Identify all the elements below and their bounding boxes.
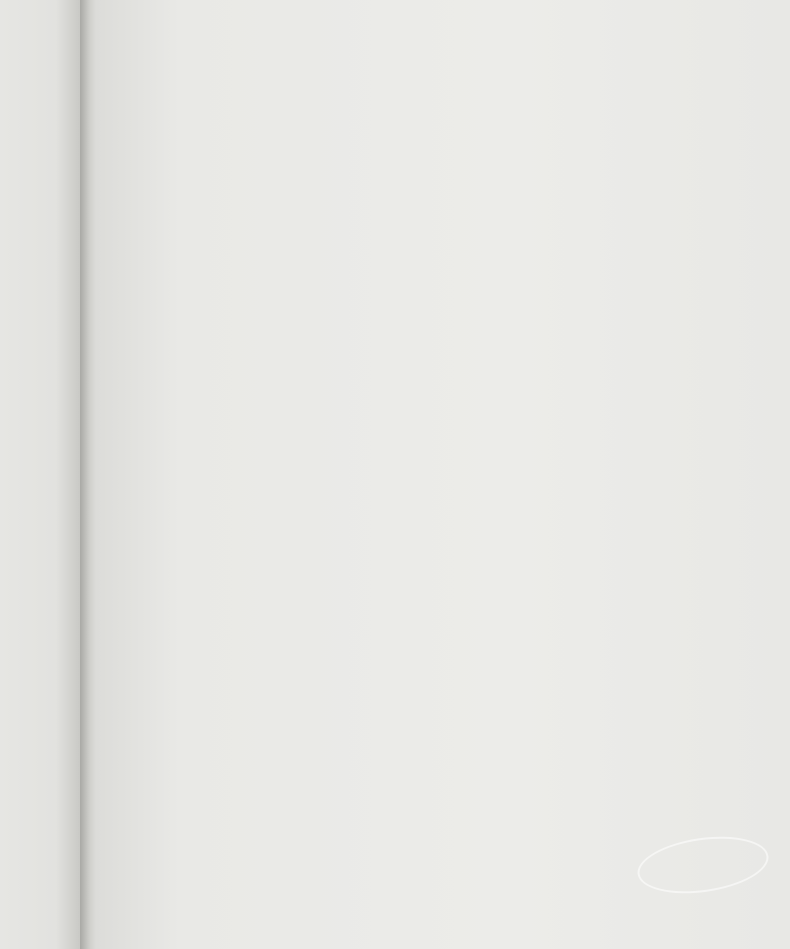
left-page [0, 0, 80, 949]
book-gutter [80, 0, 96, 949]
right-page [96, 0, 790, 949]
running-head [314, 33, 334, 51]
